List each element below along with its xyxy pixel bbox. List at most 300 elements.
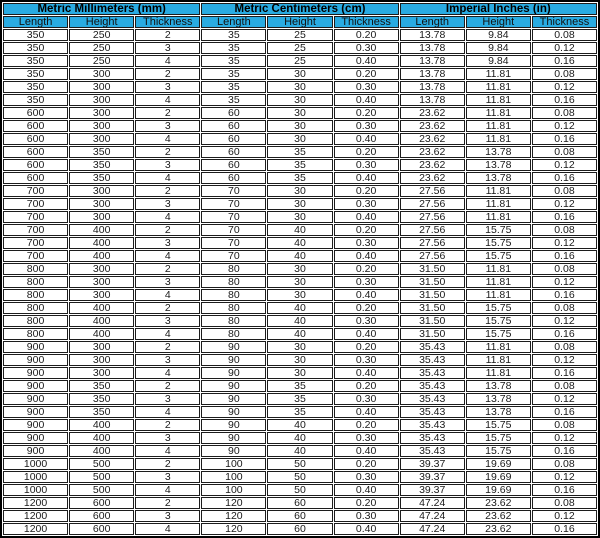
- table-cell: 100: [201, 484, 266, 496]
- table-row: [3, 315, 597, 327]
- table-cell: 27.56: [400, 224, 465, 236]
- table-cell: 35: [201, 55, 266, 67]
- table-cell: 31.50: [400, 263, 465, 275]
- table-cell: 2: [135, 302, 200, 314]
- table-cell: 2: [135, 224, 200, 236]
- table-cell: 300: [69, 289, 134, 301]
- table-cell: 4: [135, 523, 200, 535]
- table-cell: 27.56: [400, 185, 465, 197]
- table-cell: 0.08: [532, 68, 597, 80]
- table-cell: 70: [201, 198, 266, 210]
- table-cell: 3: [135, 198, 200, 210]
- table-cell: 400: [69, 250, 134, 262]
- table-cell: 2: [135, 29, 200, 41]
- table-row: [3, 419, 597, 431]
- table-row: [3, 172, 597, 184]
- table-cell: 4: [135, 55, 200, 67]
- table-cell: 31.50: [400, 276, 465, 288]
- table-cell: 900: [3, 432, 68, 444]
- table-cell: 23.62: [400, 120, 465, 132]
- table-cell: 100: [201, 458, 266, 470]
- table-cell: 120: [201, 523, 266, 535]
- table-cell: 4: [135, 445, 200, 457]
- table-cell: 600: [3, 107, 68, 119]
- table-cell: 120: [201, 497, 266, 509]
- table-cell: 13.78: [400, 42, 465, 54]
- table-cell: 3: [135, 42, 200, 54]
- table-cell: 0.12: [532, 393, 597, 405]
- table-row: [3, 29, 597, 41]
- table-cell: 25: [267, 55, 332, 67]
- table-cell: 3: [135, 237, 200, 249]
- table-cell: 3: [135, 81, 200, 93]
- column-header-in-length: Length: [400, 16, 465, 28]
- table-cell: 60: [267, 510, 332, 522]
- table-cell: 23.62: [400, 146, 465, 158]
- table-cell: 0.08: [532, 458, 597, 470]
- table-cell: 9.84: [466, 29, 531, 41]
- table-cell: 0.20: [334, 302, 399, 314]
- table-cell: 900: [3, 380, 68, 392]
- table-cell: 300: [69, 263, 134, 275]
- table-cell: 27.56: [400, 237, 465, 249]
- table-cell: 0.40: [334, 211, 399, 223]
- table-cell: 90: [201, 406, 266, 418]
- table-cell: 60: [201, 159, 266, 171]
- table-cell: 4: [135, 250, 200, 262]
- table-cell: 31.50: [400, 302, 465, 314]
- table-row: [3, 55, 597, 67]
- table-cell: 300: [69, 120, 134, 132]
- table-cell: 50: [267, 458, 332, 470]
- table-cell: 2: [135, 185, 200, 197]
- table-row: [3, 120, 597, 132]
- table-cell: 70: [201, 250, 266, 262]
- table-cell: 11.81: [466, 107, 531, 119]
- table-cell: 13.78: [466, 393, 531, 405]
- table-cell: 4: [135, 211, 200, 223]
- table-cell: 31.50: [400, 289, 465, 301]
- table-cell: 0.08: [532, 497, 597, 509]
- table-cell: 3: [135, 276, 200, 288]
- table-cell: 4: [135, 406, 200, 418]
- table-cell: 800: [3, 289, 68, 301]
- table-cell: 0.20: [334, 146, 399, 158]
- table-cell: 0.30: [334, 471, 399, 483]
- table-cell: 40: [267, 224, 332, 236]
- table-cell: 0.20: [334, 380, 399, 392]
- table-cell: 700: [3, 185, 68, 197]
- table-cell: 600: [3, 133, 68, 145]
- table-cell: 0.16: [532, 406, 597, 418]
- column-header-mm-length: Length: [3, 16, 68, 28]
- table-cell: 11.81: [466, 133, 531, 145]
- table-cell: 4: [135, 484, 200, 496]
- table-cell: 13.78: [400, 55, 465, 67]
- table-cell: 80: [201, 276, 266, 288]
- table-cell: 13.78: [466, 406, 531, 418]
- table-cell: 1000: [3, 484, 68, 496]
- table-cell: 900: [3, 354, 68, 366]
- table-cell: 31.50: [400, 315, 465, 327]
- table-cell: 4: [135, 133, 200, 145]
- table-cell: 600: [3, 172, 68, 184]
- table-cell: 15.75: [466, 419, 531, 431]
- table-cell: 2: [135, 419, 200, 431]
- table-cell: 13.78: [400, 68, 465, 80]
- table-cell: 15.75: [466, 328, 531, 340]
- table-cell: 13.78: [466, 380, 531, 392]
- table-cell: 30: [267, 185, 332, 197]
- table-cell: 39.37: [400, 471, 465, 483]
- table-cell: 350: [69, 159, 134, 171]
- table-cell: 0.16: [532, 94, 597, 106]
- table-cell: 600: [69, 523, 134, 535]
- table-cell: 50: [267, 471, 332, 483]
- table-cell: 250: [69, 29, 134, 41]
- table-cell: 2: [135, 497, 200, 509]
- table-cell: 0.16: [532, 328, 597, 340]
- table-cell: 2: [135, 380, 200, 392]
- table-row: [3, 250, 597, 262]
- table-cell: 30: [267, 354, 332, 366]
- table-cell: 700: [3, 237, 68, 249]
- table-cell: 11.81: [466, 185, 531, 197]
- table-cell: 11.81: [466, 263, 531, 275]
- table-cell: 400: [69, 224, 134, 236]
- table-cell: 23.62: [466, 523, 531, 535]
- table-cell: 23.62: [400, 159, 465, 171]
- table-cell: 700: [3, 224, 68, 236]
- table-cell: 3: [135, 471, 200, 483]
- table-cell: 11.81: [466, 120, 531, 132]
- table-cell: 800: [3, 263, 68, 275]
- table-cell: 0.08: [532, 185, 597, 197]
- table-cell: 300: [69, 107, 134, 119]
- table-cell: 35.43: [400, 393, 465, 405]
- table-cell: 0.40: [334, 484, 399, 496]
- table-cell: 13.78: [466, 146, 531, 158]
- table-cell: 40: [267, 237, 332, 249]
- table-cell: 900: [3, 367, 68, 379]
- table-cell: 19.69: [466, 471, 531, 483]
- table-cell: 400: [69, 419, 134, 431]
- table-cell: 23.62: [466, 510, 531, 522]
- table-cell: 90: [201, 341, 266, 353]
- table-cell: 900: [3, 419, 68, 431]
- table-row: [3, 458, 597, 470]
- table-cell: 40: [267, 302, 332, 314]
- table-cell: 0.16: [532, 484, 597, 496]
- table-cell: 1200: [3, 497, 68, 509]
- table-cell: 25: [267, 29, 332, 41]
- table-cell: 30: [267, 120, 332, 132]
- table-cell: 50: [267, 484, 332, 496]
- table-cell: 0.12: [532, 432, 597, 444]
- table-cell: 0.08: [532, 341, 597, 353]
- table-cell: 350: [69, 393, 134, 405]
- table-cell: 90: [201, 354, 266, 366]
- table-cell: 300: [69, 94, 134, 106]
- table-cell: 0.08: [532, 302, 597, 314]
- table-cell: 60: [201, 133, 266, 145]
- table-cell: 800: [3, 302, 68, 314]
- table-cell: 35: [267, 172, 332, 184]
- table-row: [3, 302, 597, 314]
- table-cell: 0.30: [334, 510, 399, 522]
- table-cell: 400: [69, 315, 134, 327]
- table-cell: 27.56: [400, 198, 465, 210]
- table-row: [3, 328, 597, 340]
- table-cell: 2: [135, 68, 200, 80]
- column-header-cm-thickness: Thickness: [334, 16, 399, 28]
- table-cell: 47.24: [400, 510, 465, 522]
- table-cell: 39.37: [400, 484, 465, 496]
- table-cell: 0.20: [334, 497, 399, 509]
- table-row: [3, 289, 597, 301]
- table-cell: 0.08: [532, 380, 597, 392]
- table-cell: 47.24: [400, 523, 465, 535]
- table-cell: 90: [201, 432, 266, 444]
- table-cell: 350: [69, 380, 134, 392]
- table-cell: 23.62: [400, 133, 465, 145]
- table-cell: 0.40: [334, 367, 399, 379]
- table-cell: 300: [69, 133, 134, 145]
- table-cell: 0.30: [334, 315, 399, 327]
- table-cell: 0.08: [532, 107, 597, 119]
- table-cell: 0.40: [334, 94, 399, 106]
- table-cell: 30: [267, 198, 332, 210]
- table-cell: 0.08: [532, 419, 597, 431]
- table-cell: 1000: [3, 458, 68, 470]
- table-cell: 350: [3, 94, 68, 106]
- table-cell: 500: [69, 458, 134, 470]
- table-cell: 100: [201, 471, 266, 483]
- table-cell: 300: [69, 81, 134, 93]
- table-cell: 0.20: [334, 29, 399, 41]
- table-cell: 900: [3, 341, 68, 353]
- table-row: [3, 94, 597, 106]
- table-cell: 70: [201, 237, 266, 249]
- table-cell: 3: [135, 120, 200, 132]
- table-cell: 1200: [3, 523, 68, 535]
- table-cell: 40: [267, 328, 332, 340]
- table-cell: 0.16: [532, 367, 597, 379]
- table-cell: 2: [135, 107, 200, 119]
- table-cell: 0.12: [532, 276, 597, 288]
- column-header-in-thickness: Thickness: [532, 16, 597, 28]
- table-cell: 80: [201, 263, 266, 275]
- table-cell: 2: [135, 341, 200, 353]
- table-cell: 700: [3, 211, 68, 223]
- table-cell: 0.20: [334, 68, 399, 80]
- table-cell: 80: [201, 302, 266, 314]
- table-cell: 350: [69, 406, 134, 418]
- table-cell: 0.16: [532, 55, 597, 67]
- table-cell: 11.81: [466, 68, 531, 80]
- table-cell: 600: [69, 510, 134, 522]
- table-cell: 0.40: [334, 523, 399, 535]
- table-cell: 30: [267, 367, 332, 379]
- table-row: [3, 523, 597, 535]
- table-cell: 400: [69, 302, 134, 314]
- table-row: [3, 107, 597, 119]
- table-cell: 0.16: [532, 133, 597, 145]
- table-cell: 350: [3, 68, 68, 80]
- table-cell: 0.20: [334, 185, 399, 197]
- table-cell: 70: [201, 185, 266, 197]
- table-cell: 350: [3, 42, 68, 54]
- table-cell: 90: [201, 445, 266, 457]
- table-cell: 0.08: [532, 224, 597, 236]
- table-cell: 350: [3, 29, 68, 41]
- table-cell: 35: [201, 29, 266, 41]
- table-cell: 30: [267, 133, 332, 145]
- table-cell: 700: [3, 198, 68, 210]
- table-cell: 30: [267, 81, 332, 93]
- table-cell: 19.69: [466, 458, 531, 470]
- table-cell: 2: [135, 458, 200, 470]
- table-cell: 60: [201, 146, 266, 158]
- table-cell: 13.78: [466, 172, 531, 184]
- table-cell: 15.75: [466, 432, 531, 444]
- table-cell: 3: [135, 315, 200, 327]
- table-cell: 4: [135, 328, 200, 340]
- table-row: [3, 198, 597, 210]
- table-cell: 0.12: [532, 81, 597, 93]
- table-cell: 0.12: [532, 159, 597, 171]
- table-cell: 15.75: [466, 445, 531, 457]
- table-cell: 0.12: [532, 471, 597, 483]
- table-cell: 90: [201, 367, 266, 379]
- table-cell: 90: [201, 393, 266, 405]
- table-cell: 0.30: [334, 237, 399, 249]
- table-cell: 250: [69, 42, 134, 54]
- table-cell: 30: [267, 68, 332, 80]
- table-cell: 60: [201, 107, 266, 119]
- table-cell: 0.12: [532, 354, 597, 366]
- table-cell: 13.78: [400, 81, 465, 93]
- table-cell: 800: [3, 315, 68, 327]
- table-cell: 39.37: [400, 458, 465, 470]
- table-cell: 300: [69, 185, 134, 197]
- table-cell: 30: [267, 94, 332, 106]
- table-cell: 0.30: [334, 198, 399, 210]
- column-header-mm-thickness: Thickness: [135, 16, 200, 28]
- table-cell: 60: [267, 523, 332, 535]
- table-cell: 40: [267, 419, 332, 431]
- table-cell: 35: [201, 68, 266, 80]
- column-header-in-height: Height: [466, 16, 531, 28]
- section-title-imperial-in: Imperial Inches (in): [400, 3, 597, 15]
- table-cell: 80: [201, 328, 266, 340]
- table-cell: 300: [69, 198, 134, 210]
- table-cell: 1200: [3, 510, 68, 522]
- table-header: [3, 3, 597, 28]
- table-cell: 70: [201, 211, 266, 223]
- table-cell: 3: [135, 432, 200, 444]
- table-cell: 0.12: [532, 315, 597, 327]
- table-row: [3, 471, 597, 483]
- table-cell: 800: [3, 328, 68, 340]
- table-cell: 800: [3, 276, 68, 288]
- table-cell: 0.20: [334, 263, 399, 275]
- table-cell: 3: [135, 393, 200, 405]
- table-cell: 0.30: [334, 354, 399, 366]
- table-row: [3, 406, 597, 418]
- section-title-metric-cm: Metric Centimeters (cm): [201, 3, 398, 15]
- table-cell: 0.40: [334, 406, 399, 418]
- table-cell: 0.08: [532, 29, 597, 41]
- table-cell: 350: [3, 81, 68, 93]
- table-cell: 40: [267, 432, 332, 444]
- table-cell: 15.75: [466, 237, 531, 249]
- table-row: [3, 276, 597, 288]
- table-cell: 30: [267, 211, 332, 223]
- table-row: [3, 42, 597, 54]
- table-cell: 80: [201, 289, 266, 301]
- table-row: [3, 380, 597, 392]
- table-cell: 900: [3, 445, 68, 457]
- table-cell: 25: [267, 42, 332, 54]
- table-cell: 4: [135, 289, 200, 301]
- table-cell: 11.81: [466, 367, 531, 379]
- table-cell: 0.08: [532, 263, 597, 275]
- table-cell: 0.16: [532, 523, 597, 535]
- table-cell: 0.30: [334, 393, 399, 405]
- table-cell: 400: [69, 445, 134, 457]
- table-cell: 0.40: [334, 133, 399, 145]
- table-cell: 600: [3, 159, 68, 171]
- table-row: [3, 224, 597, 236]
- table-cell: 3: [135, 354, 200, 366]
- table-cell: 35.43: [400, 419, 465, 431]
- table-cell: 11.81: [466, 211, 531, 223]
- table-cell: 0.08: [532, 146, 597, 158]
- table-cell: 0.30: [334, 276, 399, 288]
- table-cell: 9.84: [466, 55, 531, 67]
- table-cell: 35.43: [400, 432, 465, 444]
- table-row: [3, 432, 597, 444]
- table-cell: 3: [135, 510, 200, 522]
- table-row: [3, 159, 597, 171]
- table-row: [3, 484, 597, 496]
- table-cell: 400: [69, 237, 134, 249]
- section-title-row: [3, 3, 597, 15]
- table-cell: 300: [69, 211, 134, 223]
- table-cell: 15.75: [466, 224, 531, 236]
- table-cell: 300: [69, 341, 134, 353]
- table-row: [3, 185, 597, 197]
- table-cell: 0.16: [532, 172, 597, 184]
- table-cell: 0.20: [334, 419, 399, 431]
- table-cell: 40: [267, 315, 332, 327]
- table-cell: 11.81: [466, 198, 531, 210]
- table-cell: 2: [135, 263, 200, 275]
- table-cell: 15.75: [466, 250, 531, 262]
- table-cell: 15.75: [466, 315, 531, 327]
- table-cell: 0.30: [334, 432, 399, 444]
- table-cell: 0.30: [334, 42, 399, 54]
- table-cell: 35.43: [400, 445, 465, 457]
- table-row: [3, 68, 597, 80]
- table-cell: 60: [267, 497, 332, 509]
- table-cell: 35: [201, 94, 266, 106]
- column-header-cm-length: Length: [201, 16, 266, 28]
- table-cell: 0.30: [334, 120, 399, 132]
- table-cell: 23.62: [400, 107, 465, 119]
- table-cell: 0.16: [532, 250, 597, 262]
